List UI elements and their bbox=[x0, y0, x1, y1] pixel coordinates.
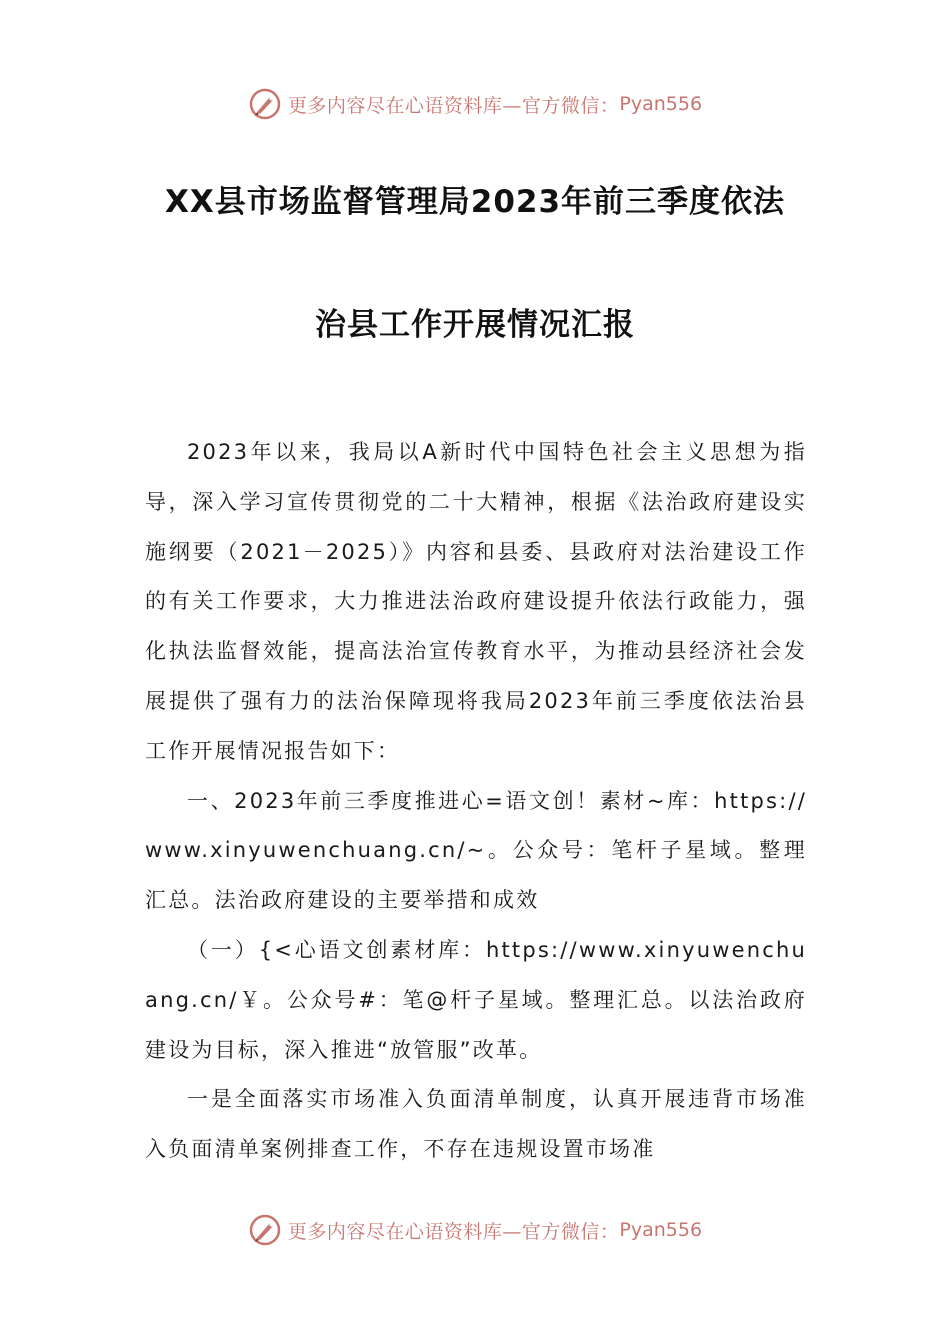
footer-watermark bbox=[0, 1208, 950, 1252]
document-body bbox=[145, 428, 807, 1175]
paragraph-intro: 2023年以来，我局以A新时代中国特色社会主义思想为指导，深入学习宣传贯彻党的二十大精神，根据《法治政府建设实施纲要（2021－2025）》内容和县委、县政府对法治建设工作的有关工作要求，大力推进法治政府建设提升依法行政能力，强化执法监督效能，提高法治宣传教育水平，为推动县经济社会发展提供了强有力的法治保障现将我局2023年前三季度依法治县工作开展情况报告如下： bbox=[145, 440, 807, 763]
watermark-wechat-id: Pyan556 bbox=[619, 93, 703, 115]
pen-logo-icon bbox=[248, 1213, 282, 1247]
header-watermark bbox=[0, 82, 950, 126]
pen-logo-icon bbox=[248, 87, 282, 121]
watermark-text: 更多内容尽在心语资料库—官方微信： bbox=[287, 1220, 620, 1243]
paragraph-section-one: 一、2023年前三季度推进心=语文创！素材~库：https://www.xinyuwenchuang.cn/~。公众号：笔杆子星域。整理汇总。法治政府建设的主要举措和成效 bbox=[145, 788, 807, 913]
paragraph-subsection-one: （一）{<心语文创素材库：https://www.xinyuwenchuang.cn/￥。公众号#：笔@杆子星域。整理汇总。以法治政府建设为目标，深入推进“放管服”改革。 bbox=[145, 937, 807, 1062]
watermark-wechat-id: Pyan556 bbox=[619, 1219, 703, 1241]
document-title-line-1: XX县市场监督管理局2023年前三季度依法 bbox=[164, 184, 786, 220]
watermark-text: 更多内容尽在心语资料库—官方微信： bbox=[287, 94, 620, 117]
document-title-line-2: 治县工作开展情况汇报 bbox=[315, 307, 635, 343]
paragraph-item-one: 一是全面落实市场准入负面清单制度，认真开展违背市场准入负面清单案例排查工作，不存在违规设置市场准 bbox=[145, 1087, 807, 1162]
